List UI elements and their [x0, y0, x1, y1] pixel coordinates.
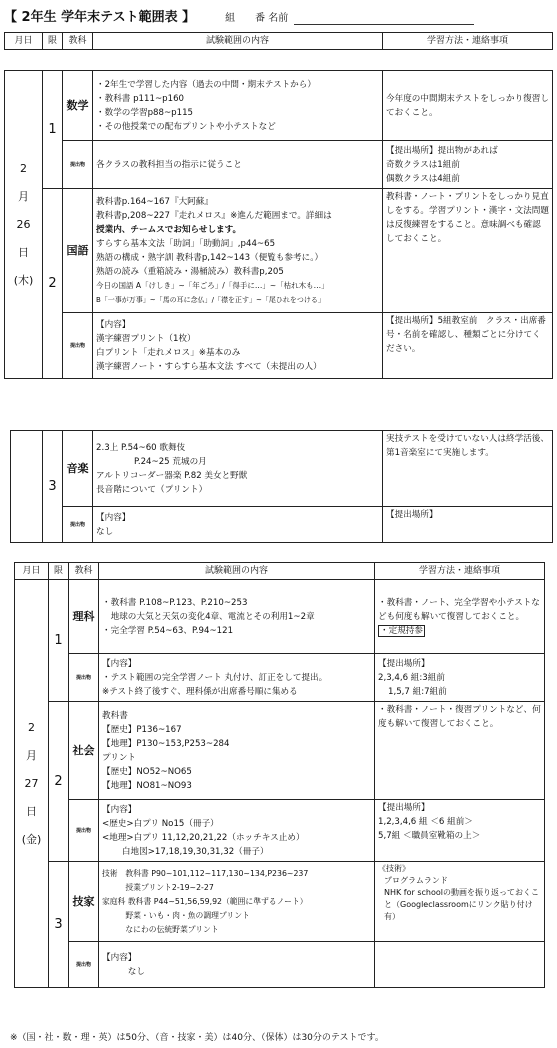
submission-method: 【提出場所】 2,3,4,6 組:3組前 1,5,7 組:7組前 [375, 654, 545, 702]
subject-music: 音楽 [63, 431, 93, 507]
table-header: 月日 限 教科 試験範囲の内容 学習方法・連絡事項 [15, 563, 545, 580]
period-cell: 3 [43, 431, 63, 543]
submission-label: 提出物 [69, 654, 99, 702]
method-cell: ・教科書・ノート、完全学習や小テストなども何度も解いて復習しておくこと。 ・定規持参 [375, 580, 545, 654]
method-cell: 教科書・ノート・プリントをしっかり見直しをする。学習プリント・漢字・文法問題は反復練習をすること。意味調べも確認しておくこと。 [383, 189, 553, 313]
col-period: 限 [43, 33, 63, 50]
col-date: 月日 [5, 33, 43, 50]
content-cell: 教科書p.164~167『大阿蘇』 教科書p,208~227『走れメロス』※進んだ範囲まで。詳細は 授業内、チームスでお知らせします。 すらすら基本文法「助詞」「助動詞」,p44~65 熟語の構成・熟字訓 教科書p,142~143（便覧も参考に。） 熟語の読み（重箱読み・湯桶読み）教科書p,205 今日の国語 A「けしき」~「年ごろ」/「得手に…」~「枯れ木も…」 B「一事が万事」~「馬の耳に念仏」/「襟を正す」~「尾ひれをつける」 [93, 189, 383, 313]
date-cell: 2 月 26 日 (木) [5, 71, 43, 379]
content-cell: ・2年生で学習した内容（過去の中間・期末テストから） ・教科書 p111~p160 ・数学の学習p88~p115 ・その他授業での配布プリントや小テストなど [93, 71, 383, 141]
schedule-table-day1 [4, 32, 553, 50]
col-method: 学習方法・連絡事項 [383, 33, 553, 50]
submission-label: 提出物 [69, 942, 99, 988]
table-header [5, 33, 553, 50]
submission-content: 各クラスの教科担当の指示に従うこと [93, 141, 383, 189]
method-cell: 実技テストを受けていない人は終学活後、第1音楽室にて実施します。 [383, 431, 553, 507]
submission-label: 提出物 [69, 800, 99, 862]
period-cell: 1 [43, 71, 63, 189]
submission-label: 提出物 [63, 141, 93, 189]
submission-method: 【提出場所】5組教室前 クラス・出席番号・名前を確認し、種類ごとに分けてください。 [383, 313, 553, 379]
subject-tech-home: 技家 [69, 862, 99, 942]
subject-japanese: 国語 [63, 189, 93, 313]
submission-method: 【提出場所】 [383, 507, 553, 543]
submission-content: 【内容】 なし [93, 507, 383, 543]
date-cell [11, 431, 43, 543]
submission-method [375, 942, 545, 988]
period-cell: 3 [49, 862, 69, 988]
ruler-tag: ・定規持参 [380, 625, 423, 636]
submission-method: 【提出場所】提出物があれば 奇数クラスは1組前 偶数クラスは4組前 [383, 141, 553, 189]
content-cell: 技術 教科書 P90~101,112~117,130~134,P236~237 授業プリント2-19~2-27 家庭科 教科書 P44~51,56,59,92（範囲に準ずるノート） 野菜・いも・肉・魚の調理プリント なにわの伝統野菜プリント [99, 862, 375, 942]
day2-table [14, 562, 545, 988]
submission-content: 【内容】 <歴史>白プリ No15（冊子） <地理>白プリ 11,12,20,21,22（ホッチキス止め） 白地図>17,18,19,30,31,32（冊子） [99, 800, 375, 862]
content-cell: ・教科書 P.108~P.123、P.210~253 地球の大気と天気の変化4章、電流とその利用1~2章 ・完全学習 P.54~63、P.94~121 [99, 580, 375, 654]
footnote: ※（国・社・数・理・英）は50分、（音・技家・美）は40分、（保体）は30分のテストです。 [10, 1033, 384, 1043]
submission-method: 【提出場所】 1,2,3,4,6 組 ＜6 組前＞ 5,7組 ＜職員室靴箱の上＞ [375, 800, 545, 862]
page-title: 【 2年生 学年末テスト範囲表 】 組 番 名前 [4, 6, 474, 25]
period-cell: 2 [43, 189, 63, 379]
day1-music-table [10, 430, 553, 543]
submission-content: 【内容】 漢字練習プリント（1枚） 白プリント「走れメロス」※基本のみ 漢字練習ノート・すらすら基本文法 すべて（未提出の人） [93, 313, 383, 379]
method-cell: 《技術》 プログラムランド NHK for schoolの動画を振り返っておくこと（Googleclassroomにリンク貼り付け有） [375, 862, 545, 942]
content-cell: 教科書 【歴史】P136~167 【地理】P130~153,P253~284 プリント 【歴史】NO52~NO65 【地理】NO81~NO93 [99, 702, 375, 800]
subject-math: 数学 [63, 71, 93, 141]
name-fields: 組 番 名前 [225, 13, 289, 24]
method-cell: ・教科書・ノート・復習プリントなど、何度も解いて復習しておくこと。 [375, 702, 545, 800]
day1-table [4, 70, 553, 379]
subject-science: 理科 [69, 580, 99, 654]
submission-content: 【内容】 ・テスト範囲の完全学習ノート 丸付け、訂正をして提出。 ※テスト終了後すぐ、理科係が出席番号順に集める [99, 654, 375, 702]
subject-social: 社会 [69, 702, 99, 800]
submission-label: 提出物 [63, 507, 93, 543]
submission-content: 【内容】 なし [99, 942, 375, 988]
col-content: 試験範囲の内容 [93, 33, 383, 50]
period-cell: 1 [49, 580, 69, 702]
name-line [294, 12, 474, 25]
content-cell: 2.3上 P.54~60 歌舞伎 P.24~25 荒城の月 アルトリコーダー器楽 P.82 美女と野獣 長音階について（プリント） [93, 431, 383, 507]
col-subject: 教科 [63, 33, 93, 50]
submission-label: 提出物 [63, 313, 93, 379]
method-cell: 今年度の中間期末テストをしっかり復習しておくこと。 [383, 71, 553, 141]
period-cell: 2 [49, 702, 69, 862]
date-cell: 2 月 27 日 (金) [15, 580, 49, 988]
